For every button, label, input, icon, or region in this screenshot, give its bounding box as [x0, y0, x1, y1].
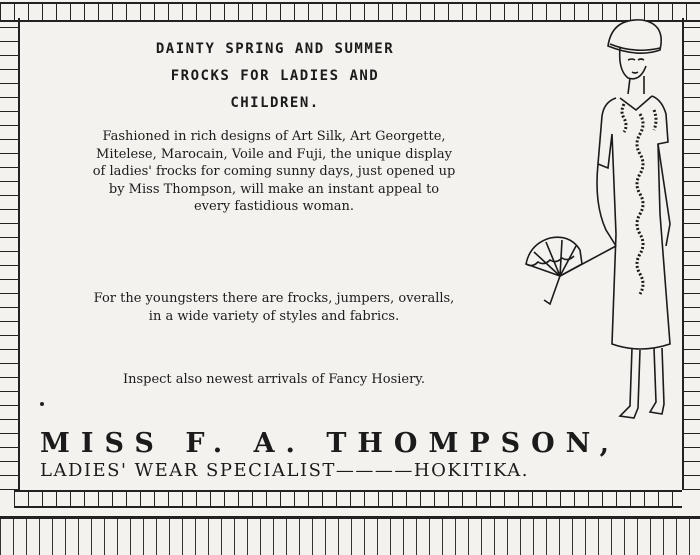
heading-line-2: FROCKS FOR LADIES AND	[170, 68, 380, 84]
heading-line-1: DAINTY SPRING AND SUMMER	[155, 41, 395, 57]
heading-line-3: CHILDREN.	[230, 95, 320, 111]
decorative-border-bottom	[14, 490, 682, 508]
adjacent-advert-border	[0, 516, 700, 555]
lady-with-parasol-illustration	[520, 14, 680, 426]
frocks-description: Fashioned in rich designs of Art Silk, Art Georgette, Mitelese, Marocain, Voile and Fuji, the unique display of ladies' frocks for coming sunny days, just opened up by Miss Thompson, will make an instant appeal to every fastidious woman.	[92, 129, 456, 214]
decorative-border-right	[682, 18, 700, 490]
youngsters-description: For the youngsters there are frocks, jumpers, overalls, in a wide variety of styles and fabrics.	[93, 291, 455, 324]
decorative-border-left	[0, 18, 20, 490]
dash-rule: ————	[335, 460, 414, 481]
location-label: HOKITIKA.	[413, 460, 529, 481]
specialty-label: LADIES' WEAR SPECIALIST	[40, 460, 336, 481]
business-name: MISS F. A. THOMPSON,	[40, 428, 621, 459]
hosiery-note: Inspect also newest arrivals of Fancy Hosiery.	[122, 372, 426, 387]
ink-speck	[40, 402, 44, 406]
specialist-line	[40, 460, 600, 481]
advert-heading	[100, 36, 450, 117]
